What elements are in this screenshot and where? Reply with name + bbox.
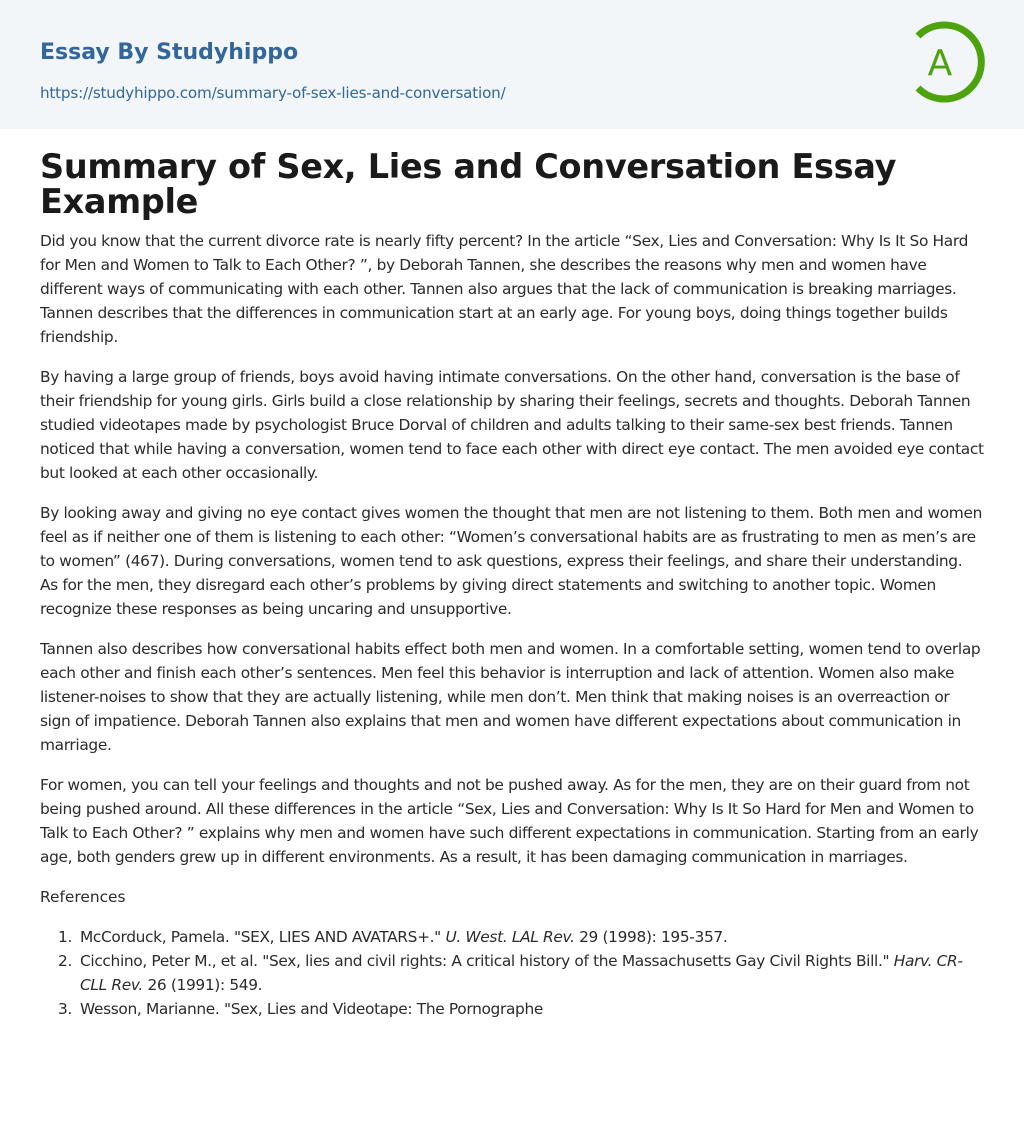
paragraph-3: By looking away and giving no eye contact gives women the thought that men are not listening to them. Both men and women feel as if neither one of them is listening to each other: “Women’s conversational habits are as frustrating to men as men’s are to women” (467). During conversations, women tend to ask questions, express their feelings, and share their understanding. As for the men, they disregard each other’s problems by giving direct statements and switching to another topic. Women recognize these responses as being uncaring and unsupportive. (40, 504, 982, 618)
source-url-link[interactable]: https://studyhippo.com/summary-of-sex-lies-and-conversation/ (40, 84, 506, 102)
reference-details: 29 (1998): 195-357. (574, 928, 728, 946)
reference-text: Wesson, Marianne. "Sex, Lies and Videotape: The Pornographe (80, 1000, 543, 1018)
reference-number: 2. (58, 952, 72, 970)
references-list (40, 925, 984, 1021)
reference-journal: Harv. CR-CLL Rev. (80, 952, 963, 994)
reference-journal: U. West. LAL Rev. (445, 928, 575, 946)
logo-letter: A (927, 43, 953, 84)
references-heading: References (40, 888, 126, 906)
paragraph-4: Tannen also describes how conversational habits effect both men and women. In a comfortable setting, women tend to overlap each other and finish each other’s sentences. Men feel this behavior is interruption and lack of attention. Women also make listener-noises to show that they are actually listening, while men don’t. Men think that making noises is an overreaction or sign of impatience. Deborah Tannen also explains that men and women have different expectations about communication in marriage. (40, 640, 981, 754)
reference-details: 26 (1991): 549. (142, 976, 263, 994)
reference-text: Cicchino, Peter M., et al. "Sex, lies and civil rights: A critical history of the Massachusetts Gay Civil Rights Bill." (80, 952, 894, 970)
page-title: Summary of Sex, Lies and Conversation Essay Example (40, 147, 897, 221)
reference-number: 3. (58, 1000, 72, 1018)
paragraph-5: For women, you can tell your feelings and thoughts and not be pushed away. As for the men, they are on their guard from not being pushed around. All these differences in the article “Sex, Lies and Conversation: Why Is It So Hard for Men and Women to Talk to Each Other? ” explains why men and women have such different expectations in communication. Starting from an early age, both genders grew up in different environments. As a result, it has been damaging communication in marriages. (40, 776, 979, 866)
reference-item (58, 925, 984, 949)
paragraph-2: By having a large group of friends, boys avoid having intimate conversations. On the other hand, conversation is the base of their friendship for young girls. Girls build a close relationship by sharing their feelings, secrets and thoughts. Deborah Tannen studied videotapes made by psychologist Bruce Dorval of children and adults talking to their same-sex best friends. Tannen noticed that while having a conversation, women tend to face each other with direct eye contact. The men avoided eye contact but looked at each other occasionally. (40, 368, 984, 482)
brand-title: Essay By Studyhippo (40, 40, 299, 65)
reference-item (58, 997, 984, 1021)
paragraph-1: Did you know that the current divorce rate is nearly fifty percent? In the article “Sex, Lies and Conversation: Why Is It So Hard for Men and Women to Talk to Each Other? ”, by Deborah Tannen, she describes the reasons why men and women have different ways of communicating with each other. Tannen also argues that the lack of communication is breaking marriages. Tannen describes that the differences in communication start at an early age. For young boys, doing things together builds friendship. (40, 232, 968, 346)
reference-item (58, 949, 984, 997)
reference-text: McCorduck, Pamela. "SEX, LIES AND AVATARS+." (80, 928, 446, 946)
article-body (40, 229, 984, 1021)
reference-number: 1. (58, 928, 72, 946)
